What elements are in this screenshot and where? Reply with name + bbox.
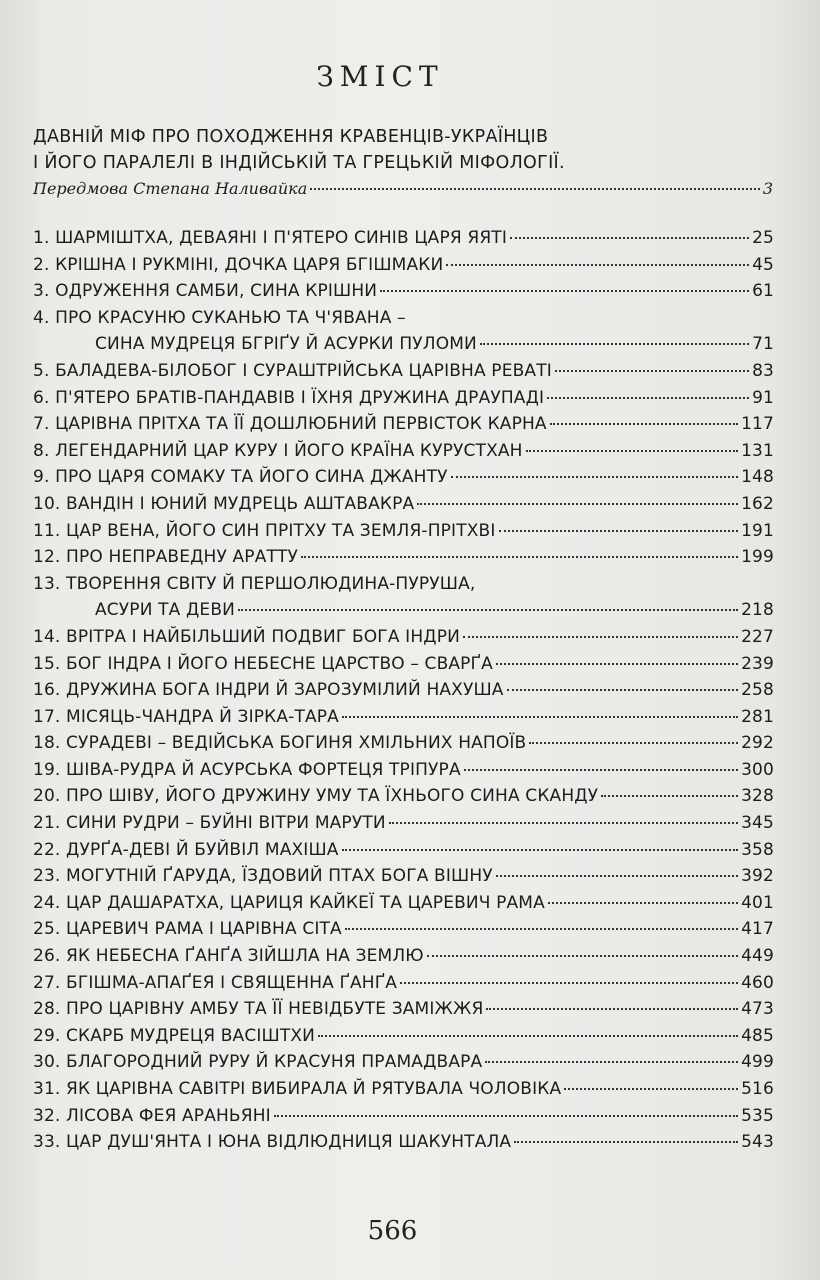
leader-dots bbox=[238, 609, 738, 611]
toc-entry-page: 543 bbox=[741, 1132, 774, 1153]
leader-dots bbox=[564, 1088, 738, 1090]
toc-entry-page: 392 bbox=[741, 866, 774, 887]
toc-entry bbox=[33, 1049, 774, 1076]
toc-entry-title: 18. СУРАДЕВІ – ВЕДІЙСЬКА БОГИНЯ ХМІЛЬНИХ НАПОЇВ bbox=[33, 733, 527, 754]
toc-entry-title-cont: АСУРИ ТА ДЕВИ bbox=[95, 600, 236, 621]
toc-entry-title: 32. ЛІСОВА ФЕЯ АРАНЬЯНІ bbox=[33, 1105, 271, 1126]
toc-entry bbox=[33, 730, 774, 757]
leader-dots bbox=[301, 556, 738, 558]
table-of-contents bbox=[33, 225, 774, 1156]
leader-dots bbox=[345, 928, 738, 930]
toc-entry-title: 28. ПРО ЦАРІВНУ АМБУ ТА ЇЇ НЕВІДБУТЕ ЗАМІЖЖЯ bbox=[33, 999, 484, 1020]
toc-entry-title: 22. ДУРҐА-ДЕВІ Й БУЙВІЛ МАХІША bbox=[33, 839, 339, 860]
toc-entry bbox=[33, 252, 774, 279]
toc-entry-title: 21. СИНИ РУДРИ – БУЙНІ ВІТРИ МАРУТИ bbox=[33, 813, 386, 834]
toc-entry-page: 117 bbox=[741, 414, 774, 435]
toc-entry-title: 31. ЯК ЦАРІВНА САВІТРІ ВИБИРАЛА Й РЯТУВАЛА ЧОЛОВІКА bbox=[33, 1079, 562, 1099]
toc-entry bbox=[33, 438, 774, 465]
toc-entry bbox=[33, 1103, 774, 1130]
leader-dots bbox=[548, 902, 738, 904]
leader-dots bbox=[400, 982, 738, 984]
toc-entry-title: 10. ВАНДІН І ЮНИЙ МУДРЕЦЬ АШТАВАКРА bbox=[33, 493, 415, 514]
toc-entry-page: 45 bbox=[752, 254, 774, 275]
toc-entry bbox=[33, 411, 774, 438]
toc-entry-page: 473 bbox=[741, 999, 774, 1020]
toc-entry-title: 5. БАЛАДЕВА-БІЛОБОГ І СУРАШТРІЙСЬКА ЦАРІВНА РЕВАТІ bbox=[33, 360, 552, 381]
toc-entry bbox=[33, 225, 774, 252]
toc-entry-page: 300 bbox=[741, 759, 774, 780]
toc-entry-page: 516 bbox=[741, 1079, 774, 1099]
toc-entry-title: 11. ЦАР ВЕНА, ЙОГО СИН ПРІТХУ ТА ЗЕМЛЯ-ПРІТХВІ bbox=[33, 520, 496, 541]
toc-entry-title: 30. БЛАГОРОДНИЙ РУРУ Й КРАСУНЯ ПРАМАДВАРА bbox=[33, 1052, 483, 1073]
leader-dots bbox=[485, 1061, 738, 1063]
toc-entry-page: 191 bbox=[741, 520, 774, 541]
leader-dots bbox=[427, 955, 738, 957]
leader-dots bbox=[389, 822, 738, 824]
toc-entry-title: 1. ШАРМІШТХА, ДЕВАЯНІ І П'ЯТЕРО СИНІВ ЦАРЯ ЯЯТІ bbox=[33, 228, 508, 248]
toc-entry bbox=[33, 624, 774, 651]
toc-entry bbox=[33, 1076, 774, 1103]
toc-entry-title: 20. ПРО ШІВУ, ЙОГО ДРУЖИНУ УМУ ТА ЇХНЬОГО СИНА СКАНДУ bbox=[33, 786, 599, 807]
toc-entry-page: 218 bbox=[741, 600, 774, 621]
preface-page: 3 bbox=[762, 179, 773, 198]
leader-dots bbox=[547, 397, 749, 399]
leader-dots bbox=[496, 875, 738, 877]
toc-entry-title: 23. МОГУТНІЙ ҐАРУДА, ЇЗДОВИЙ ПТАХ БОГА ВІШНУ bbox=[33, 866, 493, 887]
preface-label: Передмова Степана Наливайка bbox=[33, 179, 308, 198]
toc-entry bbox=[33, 544, 774, 571]
toc-entry bbox=[33, 1129, 774, 1156]
intro-line-2: І ЙОГО ПАРАЛЕЛІ В ІНДІЙСЬКІЙ ТА ГРЕЦЬКІЙ МІФОЛОГІЇ. bbox=[33, 153, 565, 173]
toc-entry-page: 401 bbox=[741, 892, 774, 913]
toc-entry-page: 417 bbox=[741, 919, 774, 940]
toc-entry bbox=[33, 278, 774, 305]
toc-entry-page: 345 bbox=[741, 813, 774, 834]
toc-entry-title: 26. ЯК НЕБЕСНА ҐАНҐА ЗІЙШЛА НА ЗЕМЛЮ bbox=[33, 946, 424, 967]
intro-line-1: ДАВНІЙ МІФ ПРО ПОХОДЖЕННЯ КРАВЕНЦІВ-УКРАЇНЦІВ bbox=[33, 127, 549, 147]
toc-entry bbox=[33, 1023, 774, 1050]
toc-entry-title: 9. ПРО ЦАРЯ СОМАКУ ТА ЙОГО СИНА ДЖАНТУ bbox=[33, 467, 448, 488]
toc-entry bbox=[33, 783, 774, 810]
toc-entry bbox=[33, 970, 774, 997]
toc-entry-page: 449 bbox=[741, 946, 774, 967]
toc-entry bbox=[33, 677, 774, 704]
toc-entry-page: 239 bbox=[741, 653, 774, 674]
toc-entry bbox=[33, 704, 774, 731]
toc-entry-title: 12. ПРО НЕПРАВЕДНУ АРАТТУ bbox=[33, 547, 299, 568]
toc-entry bbox=[33, 358, 774, 385]
toc-entry-page: 281 bbox=[741, 706, 774, 727]
toc-entry-page: 162 bbox=[741, 493, 774, 514]
toc-entry-page: 535 bbox=[741, 1105, 774, 1126]
toc-entry-page: 485 bbox=[741, 1025, 774, 1046]
toc-entry-page: 460 bbox=[741, 972, 774, 993]
toc-entry bbox=[33, 518, 774, 545]
leader-dots bbox=[274, 1115, 738, 1117]
leader-dots bbox=[464, 769, 738, 771]
leader-dots bbox=[486, 1008, 738, 1010]
toc-entry-page: 91 bbox=[752, 387, 774, 408]
toc-entry-title: 25. ЦАРЕВИЧ РАМА І ЦАРІВНА СІТА bbox=[33, 919, 342, 940]
page-number: 566 bbox=[367, 1216, 418, 1246]
toc-entry-page: 328 bbox=[741, 786, 774, 807]
leader-dots bbox=[463, 636, 738, 638]
toc-entry bbox=[33, 331, 774, 358]
toc-entry bbox=[33, 385, 774, 412]
toc-entry-page: 131 bbox=[741, 440, 774, 461]
toc-entry-title: 3. ОДРУЖЕННЯ САМБИ, СИНА КРІШНИ bbox=[33, 281, 378, 302]
toc-entry-page: 83 bbox=[752, 360, 774, 381]
toc-entry-title: 27. БГІШМА-АПАҐЕЯ І СВЯЩЕННА ҐАНҐА bbox=[33, 972, 398, 993]
leader-dots bbox=[342, 849, 739, 851]
toc-entry-title: 17. МІСЯЦЬ-ЧАНДРА Й ЗІРКА-ТАРА bbox=[33, 706, 339, 727]
toc-entry-page: 25 bbox=[752, 228, 774, 248]
leader-dots bbox=[417, 503, 738, 505]
leader-dots bbox=[446, 264, 749, 266]
toc-entry-page: 292 bbox=[741, 733, 774, 754]
toc-entry bbox=[33, 810, 774, 837]
toc-entry bbox=[33, 890, 774, 917]
leader-dots bbox=[514, 1141, 738, 1143]
leader-dots bbox=[507, 689, 739, 691]
toc-entry bbox=[33, 757, 774, 784]
toc-entry-title: 15. БОГ ІНДРА І ЙОГО НЕБЕСНЕ ЦАРСТВО – СВАРҐА bbox=[33, 653, 493, 674]
leader-dots bbox=[310, 188, 760, 190]
page-title: ЗМІСТ bbox=[316, 60, 444, 93]
toc-entry-title: 29. СКАРБ МУДРЕЦЯ ВАСІШТХИ bbox=[33, 1025, 316, 1046]
toc-entry bbox=[33, 837, 774, 864]
toc-entry-page: 148 bbox=[741, 467, 774, 488]
toc-entry bbox=[33, 597, 774, 624]
toc-entry-title: 19. ШІВА-РУДРА Й АСУРСЬКА ФОРТЕЦЯ ТРІПУРА bbox=[33, 759, 461, 780]
toc-entry bbox=[33, 996, 774, 1023]
toc-entry-page: 499 bbox=[741, 1052, 774, 1073]
toc-entry bbox=[33, 464, 774, 491]
leader-dots bbox=[451, 476, 738, 478]
toc-entry bbox=[33, 943, 774, 970]
leader-dots bbox=[529, 742, 738, 744]
toc-entry-title: 14. ВРІТРА І НАЙБІЛЬШИЙ ПОДВИГ БОГА ІНДРИ bbox=[33, 626, 460, 647]
leader-dots bbox=[550, 423, 738, 425]
toc-entry-title: 13. ТВОРЕННЯ СВІТУ Й ПЕРШОЛЮДИНА-ПУРУША, bbox=[33, 573, 476, 594]
intro-block bbox=[33, 124, 773, 202]
preface-row bbox=[33, 176, 773, 202]
toc-entry bbox=[33, 651, 774, 678]
toc-entry bbox=[33, 916, 774, 943]
toc-entry-page: 61 bbox=[752, 281, 774, 302]
toc-entry-page: 227 bbox=[741, 626, 774, 647]
toc-entry-page: 358 bbox=[741, 839, 774, 860]
toc-entry bbox=[33, 491, 774, 518]
toc-entry-title: 7. ЦАРІВНА ПРІТХА ТА ЇЇ ДОШЛЮБНИЙ ПЕРВІСТОК КАРНА bbox=[33, 414, 547, 435]
toc-entry-page: 71 bbox=[752, 334, 774, 355]
leader-dots bbox=[510, 237, 749, 239]
toc-entry-title: 8. ЛЕГЕНДАРНИЙ ЦАР КУРУ І ЙОГО КРАЇНА КУРУСТХАН bbox=[33, 440, 523, 461]
toc-entry-title: 6. П'ЯТЕРО БРАТІВ-ПАНДАВІВ І ЇХНЯ ДРУЖИНА ДРАУПАДІ bbox=[33, 387, 545, 408]
toc-entry-title: 4. ПРО КРАСУНЮ СУКАНЬЮ ТА Ч'ЯВАНА – bbox=[33, 307, 406, 328]
toc-entry-title: 2. КРІШНА І РУКМІНІ, ДОЧКА ЦАРЯ БГІШМАКИ bbox=[33, 254, 444, 275]
toc-entry-title: 24. ЦАР ДАШАРАТХА, ЦАРИЦЯ КАЙКЕЇ ТА ЦАРЕВИЧ РАМА bbox=[33, 892, 545, 913]
toc-entry-title: 16. ДРУЖИНА БОГА ІНДРИ Й ЗАРОЗУМІЛИЙ НАХУША bbox=[33, 680, 504, 701]
toc-entry bbox=[33, 863, 774, 890]
toc-entry-title: 33. ЦАР ДУШ'ЯНТА І ЮНА ВІДЛЮДНИЦЯ ШАКУНТАЛА bbox=[33, 1132, 512, 1153]
leader-dots bbox=[480, 343, 749, 345]
leader-dots bbox=[380, 290, 749, 292]
toc-entry-title-cont: СИНА МУДРЕЦЯ БГРІҐУ Й АСУРКИ ПУЛОМИ bbox=[95, 334, 477, 355]
leader-dots bbox=[526, 450, 738, 452]
toc-entry-page: 258 bbox=[741, 680, 774, 701]
leader-dots bbox=[318, 1035, 738, 1037]
leader-dots bbox=[342, 716, 738, 718]
leader-dots bbox=[555, 370, 749, 372]
toc-entry-page: 199 bbox=[741, 547, 774, 568]
leader-dots bbox=[496, 663, 738, 665]
leader-dots bbox=[601, 795, 738, 797]
leader-dots bbox=[499, 530, 739, 532]
